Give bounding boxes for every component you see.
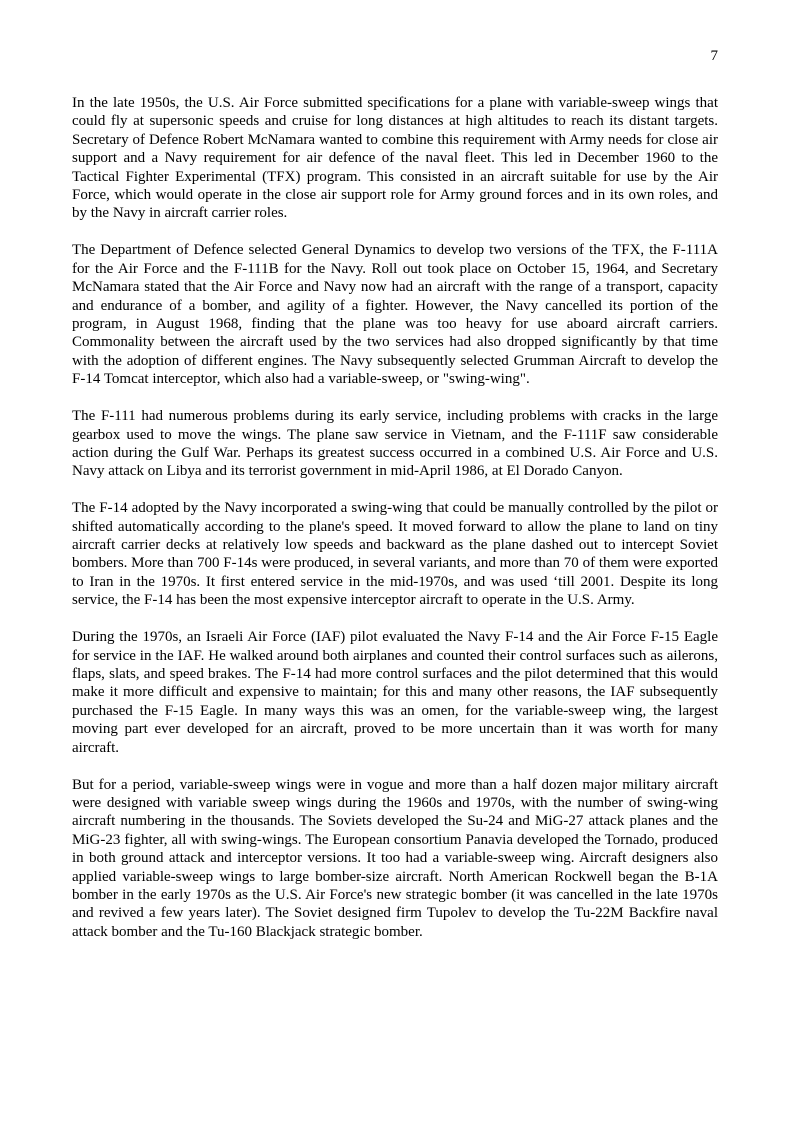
paragraph-f14-swing-wing: The F-14 adopted by the Navy incorporated a swing-wing that could be manually controlled by the pilot or shifted automatically according to the plane's speed. It moved forward to allow the plane to land on tiny aircraft carrier decks at relatively low speeds and backward as the plane dashed out to intercept Soviet bombers. More than 700 F-14s were produced, in several variants, and more than 70 of them were exported to Iran in the 1970s. It first entered service in the mid-1970s, and was used ‘till 2001. Despite its long service, the F-14 has been the most expensive interceptor aircraft to operate in the U.S. Army. — [72, 500, 718, 609]
paragraph-f111-service: The F-111 had numerous problems during its early service, including problems with cracks in the large gearbox used to move the wings. The plane saw service in Vietnam, and the F-111F saw considerable action during the Gulf War. Perhaps its greatest success occurred in a combined U.S. Air Force and U.S. Navy attack on Libya and its terrorist government in mid-April 1986, at El Dorado Canyon. — [72, 408, 718, 480]
page-number: 7 — [710, 48, 718, 64]
paragraph-tfx-program: In the late 1950s, the U.S. Air Force submitted specifications for a plane with variable-sweep wings that could fly at supersonic speeds and cruise for long distances at high altitudes to reach its distant targets. Secretary of Defence Robert McNamara wanted to combine this requirement with Army needs for close air support and a Navy requirement for air defence of the naval fleet. This led in December 1960 to the Tactical Fighter Experimental (TFX) program. This consisted in an aircraft suitable for use by the Air Force, which would operate in the close air support role for Army ground forces and in its own roles, and by the Navy in aircraft carrier roles. — [72, 95, 718, 222]
document-body — [72, 94, 718, 960]
paragraph-iaf-evaluation: During the 1970s, an Israeli Air Force (IAF) pilot evaluated the Navy F-14 and the Air Force F-15 Eagle for service in the IAF. He walked around both airplanes and counted their control surfaces such as ailerons, flaps, slats, and speed brakes. The F-14 had more control surfaces and the pilot determined that this would make it more difficult and expensive to maintain; for this and many other reasons, the IAF subsequently purchased the F-15 Eagle. In many ways this was an omen, for the variable-sweep wing, the largest moving part ever developed for an aircraft, proved to be more uncertain than it was worth for many aircraft. — [72, 629, 718, 756]
paragraph-variable-sweep-era: But for a period, variable-sweep wings were in vogue and more than a half dozen major military aircraft were designed with variable sweep wings during the 1960s and 1970s, with the number of swing-wing aircraft numbering in the thousands. The Soviets developed the Su-24 and MiG-27 attack planes and the MiG-23 fighter, all with swing-wings. The European consortium Panavia developed the Tornado, produced in both ground attack and interceptor versions. It too had a variable-sweep wing. Aircraft designers also applied variable-sweep wings to large bomber-size aircraft. North American Rockwell began the B-1A bomber in the early 1970s as the U.S. Air Force's new strategic bomber (it was cancelled in the late 1970s and revived a few years later). The Soviet designed firm Tupolev to develop the Tu-22M Backfire naval attack bomber and the Tu-160 Blackjack strategic bomber. — [72, 776, 718, 940]
paragraph-f111-versions: The Department of Defence selected General Dynamics to develop two versions of the TFX, the F-111A for the Air Force and the F-111B for the Navy. Roll out took place on October 15, 1964, and Secretary McNamara stated that the Air Force and Navy now had an aircraft with the range of a transport, capacity and endurance of a bomber, and agility of a fighter. However, the Navy cancelled its portion of the program, in August 1968, finding that the plane was too heavy for use aboard aircraft carriers. Commonality between the aircraft used by the two services had also dropped significantly by that time with the adoption of different engines. The Navy subsequently selected Grumman Aircraft to develop the F-14 Tomcat interceptor, which also had a variable-sweep, or "swing-wing". — [72, 242, 718, 388]
